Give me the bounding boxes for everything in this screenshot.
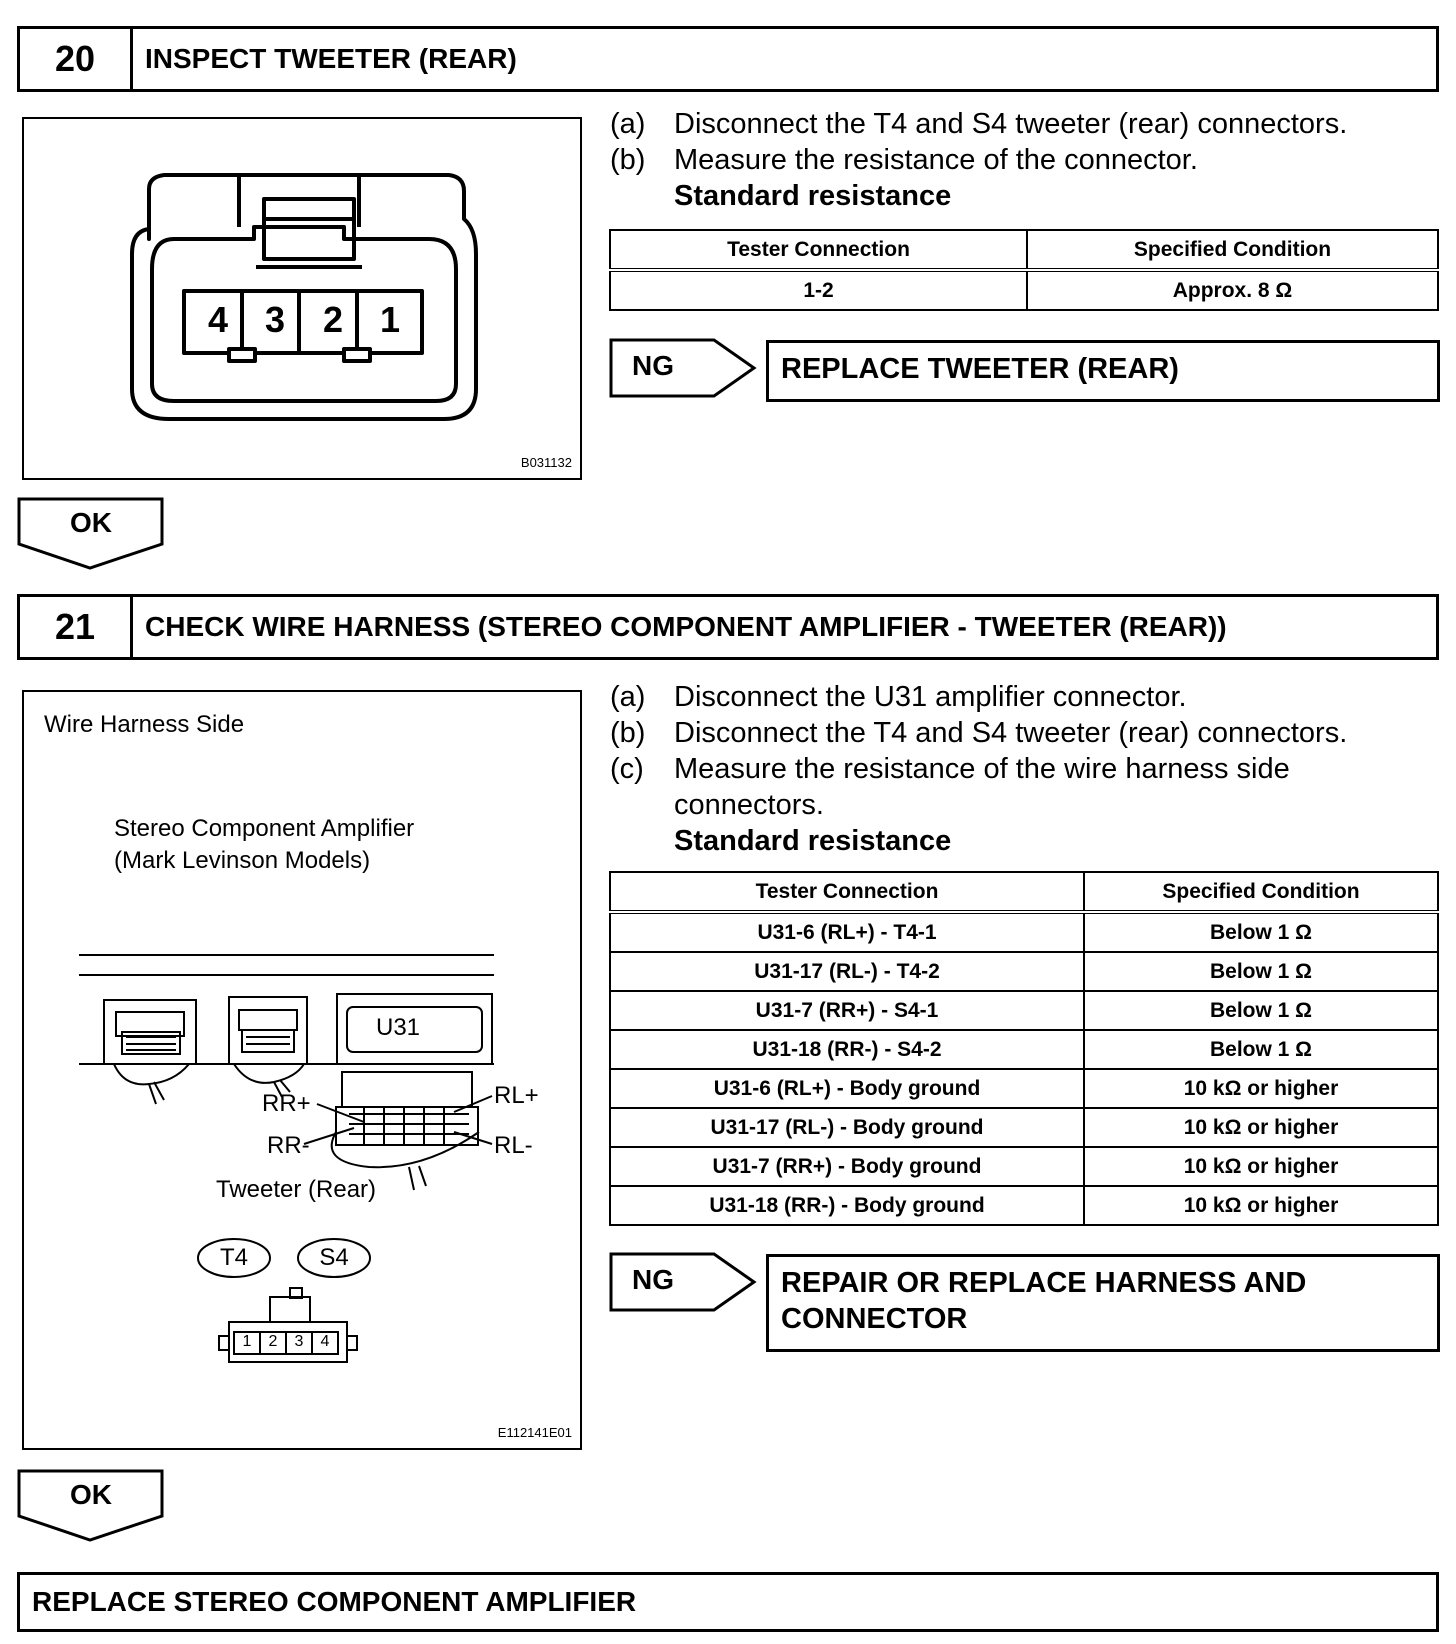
table-row	[610, 991, 1438, 1030]
instruction-item	[610, 142, 1430, 178]
pin-rl-minus-label: RL-	[494, 1132, 533, 1159]
table-cell: 10 kΩ or higher	[1084, 1147, 1438, 1186]
figure-code: B031132	[520, 455, 572, 470]
table-cell: U31-7 (RR+) - Body ground	[610, 1147, 1084, 1186]
ok-label: OK	[70, 1479, 112, 1510]
step-21-instructions	[610, 679, 1440, 859]
step-20-header	[17, 26, 1439, 92]
column-header: Tester Connection	[610, 872, 1084, 912]
tweeter-connector-figure	[22, 117, 582, 480]
table-header-row	[610, 872, 1438, 912]
standard-resistance-heading: Standard resistance	[674, 825, 952, 857]
tweeter-rear-label: Tweeter (Rear)	[216, 1176, 377, 1203]
table-row	[610, 1147, 1438, 1186]
instruction-text: Disconnect the T4 and S4 tweeter (rear) connectors.	[674, 108, 1348, 140]
table-cell: U31-18 (RR-) - Body ground	[610, 1186, 1084, 1225]
connector-code-u31: U31	[376, 1014, 421, 1041]
pin-rl-plus-label: RL+	[494, 1082, 539, 1109]
instruction-label: (a)	[610, 108, 646, 140]
wire-harness-figure	[22, 690, 582, 1450]
instruction-item	[610, 751, 1440, 823]
ng-result-box: REPLACE TWEETER (REAR)	[766, 340, 1440, 402]
pin-label: 2	[322, 299, 344, 340]
table-row	[610, 270, 1438, 310]
instruction-item	[610, 679, 1440, 715]
table-cell: 10 kΩ or higher	[1084, 1186, 1438, 1225]
table-cell: U31-17 (RL-) - T4-2	[610, 952, 1084, 991]
table-cell: Below 1 Ω	[1084, 991, 1438, 1030]
standard-resistance-heading: Standard resistance	[674, 180, 952, 212]
table-cell: U31-6 (RL+) - Body ground	[610, 1069, 1084, 1108]
pin-label: 2	[268, 1333, 278, 1350]
pin-rr-plus-label: RR+	[262, 1090, 311, 1117]
column-header: Specified Condition	[1027, 230, 1438, 270]
step-number: 21	[20, 597, 133, 657]
table-row	[610, 1108, 1438, 1147]
ng-result-box: REPAIR OR REPLACE HARNESS AND CONNECTOR	[766, 1254, 1440, 1352]
column-header: Specified Condition	[1084, 872, 1438, 912]
table-cell: Below 1 Ω	[1084, 952, 1438, 991]
pin-label: 4	[320, 1333, 330, 1350]
table-cell: Below 1 Ω	[1084, 912, 1438, 952]
table-cell: 1-2	[610, 270, 1027, 310]
step-21-spec-table	[609, 871, 1439, 1226]
instruction-label: (b)	[610, 144, 646, 176]
table-row	[610, 952, 1438, 991]
table-row	[610, 1069, 1438, 1108]
instruction-label: (b)	[610, 717, 646, 749]
instruction-text: Measure the resistance of the connector.	[674, 144, 1198, 176]
step-number: 20	[20, 29, 133, 89]
instruction-text: Measure the resistance of the wire harness side connectors.	[674, 753, 1290, 821]
amplifier-models-label: (Mark Levinson Models)	[114, 847, 371, 874]
pin-label: 4	[207, 299, 229, 340]
pin-label: 3	[264, 299, 286, 340]
instruction-label: (c)	[610, 753, 644, 785]
pin-label: 1	[379, 299, 401, 340]
table-row	[610, 1186, 1438, 1225]
table-cell: U31-6 (RL+) - T4-1	[610, 912, 1084, 952]
table-header-row	[610, 230, 1438, 270]
table-cell: U31-7 (RR+) - S4-1	[610, 991, 1084, 1030]
final-action-box: REPLACE STEREO COMPONENT AMPLIFIER	[17, 1572, 1439, 1632]
table-cell: 10 kΩ or higher	[1084, 1108, 1438, 1147]
step-title: CHECK WIRE HARNESS (STEREO COMPONENT AMPLIFIER - TWEETER (REAR))	[145, 611, 1227, 642]
ok-label: OK	[70, 507, 112, 538]
step-title: INSPECT TWEETER (REAR)	[145, 43, 517, 74]
table-cell: Approx. 8 Ω	[1027, 270, 1438, 310]
connector-code-t4: T4	[219, 1244, 248, 1271]
wire-harness-side-label: Wire Harness Side	[44, 711, 245, 738]
table-cell: U31-18 (RR-) - S4-2	[610, 1030, 1084, 1069]
instruction-text: Disconnect the U31 amplifier connector.	[674, 681, 1187, 713]
pin-rr-minus-label: RR-	[267, 1132, 310, 1159]
pin-label: 1	[242, 1333, 252, 1350]
column-header: Tester Connection	[610, 230, 1027, 270]
table-cell: U31-17 (RL-) - Body ground	[610, 1108, 1084, 1147]
table-cell: Below 1 Ω	[1084, 1030, 1438, 1069]
connector-code-s4: S4	[319, 1244, 349, 1271]
table-cell: 10 kΩ or higher	[1084, 1069, 1438, 1108]
ng-label: NG	[632, 350, 674, 381]
pin-label: 3	[294, 1333, 304, 1350]
step-20-instructions	[610, 106, 1430, 214]
step-21-header	[17, 594, 1439, 660]
instruction-item	[610, 106, 1430, 142]
instruction-text: Disconnect the T4 and S4 tweeter (rear) connectors.	[674, 717, 1348, 749]
amplifier-label: Stereo Component Amplifier	[114, 815, 415, 842]
ng-label: NG	[632, 1264, 674, 1295]
instruction-item	[610, 715, 1440, 751]
instruction-label: (a)	[610, 681, 646, 713]
table-row	[610, 912, 1438, 952]
step-20-spec-table	[609, 229, 1439, 311]
figure-code: E112141E01	[497, 1425, 572, 1440]
table-row	[610, 1030, 1438, 1069]
